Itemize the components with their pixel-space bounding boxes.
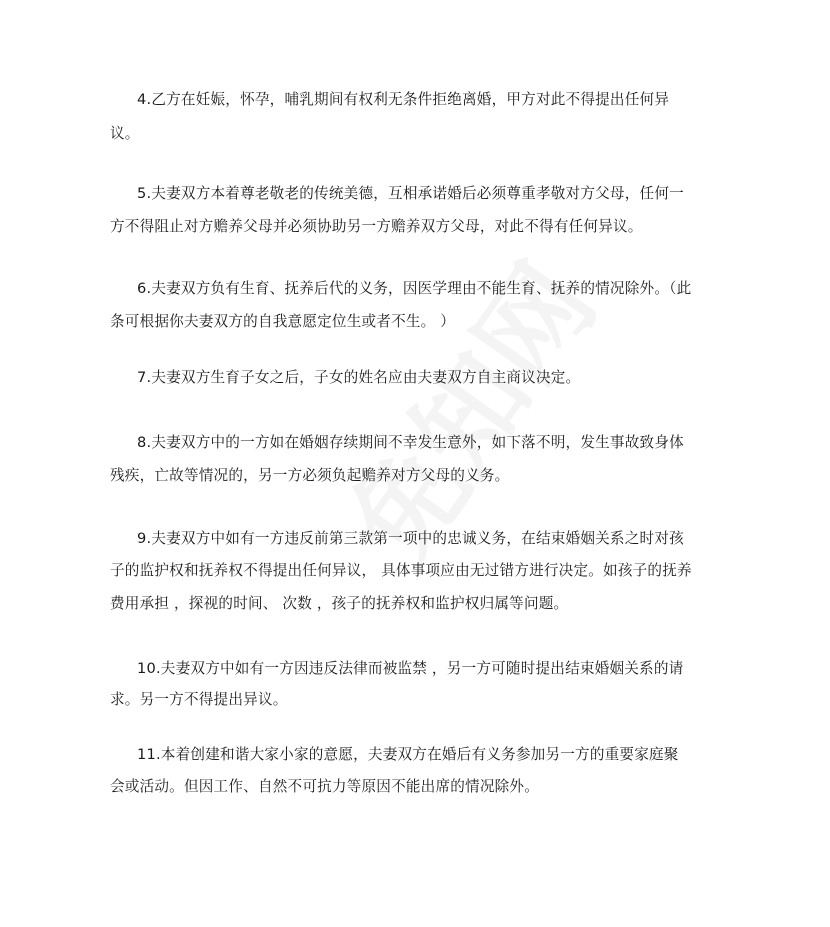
- clause-line: 6.夫妻双方负有生育、抚养后代的义务，因医学理由不能生育、抚养的情况除外。（此: [137, 280, 692, 297]
- clause-line: 7.夫妻双方生育子女之后，子女的姓名应由夫妻双方自主商议决定。: [137, 369, 581, 386]
- clause-line: 11.本着创建和谐大家小家的意愿，夫妻双方在婚后有义务参加另一方的重要家庭聚: [137, 746, 679, 763]
- clause-line: 10.夫妻双方中如有一方因违反法律而被监禁 ，另一方可随时提出结束婚姻关系的请: [137, 660, 684, 677]
- clause-line: 5.夫妻双方本着尊老敬老的传统美德，互相承诺婚后必须尊重孝敬对方父母，任何一: [137, 185, 684, 202]
- clause-line: 8.夫妻双方中的一方如在婚姻存续期间不幸发生意外，如下落不明，发生事故致身体: [137, 434, 684, 451]
- clause-line: 子的监护权和抚养权不得提出任何异议， 具体事项应由无过错方进行决定。如孩子的抚养: [110, 562, 692, 579]
- clause-line: 费用承担 ，探视的时间、 次数 ，孩子的抚养权和监护权归属等问题。: [110, 595, 569, 612]
- clause-line: 议。: [110, 125, 140, 142]
- clause-line: 条可根据你夫妻双方的自我意愿定位生或者不生。 ）: [110, 313, 456, 330]
- clause-line: 求。另一方不得提出异议。: [110, 691, 288, 708]
- clause-line: 会或活动。但因工作、自然不可抗力等原因不能出席的情况除外。: [110, 778, 540, 795]
- clause-line: 9.夫妻双方中如有一方违反前第三款第一项中的忠诚义务，在结束婚姻关系之时对孩: [137, 530, 684, 547]
- clause-line: 4.乙方在妊娠，怀孕，哺乳期间有权利无条件拒绝离婚，甲方对此不得提出任何异: [137, 91, 670, 108]
- clause-line: 方不得阻止对方赡养父母并必须协助另一方赡养双方父母，对此不得有任何异议。: [110, 218, 643, 235]
- clause-line: 残疾，亡故等情况的，另一方必须负起赡养对方父母的义务。: [110, 467, 510, 484]
